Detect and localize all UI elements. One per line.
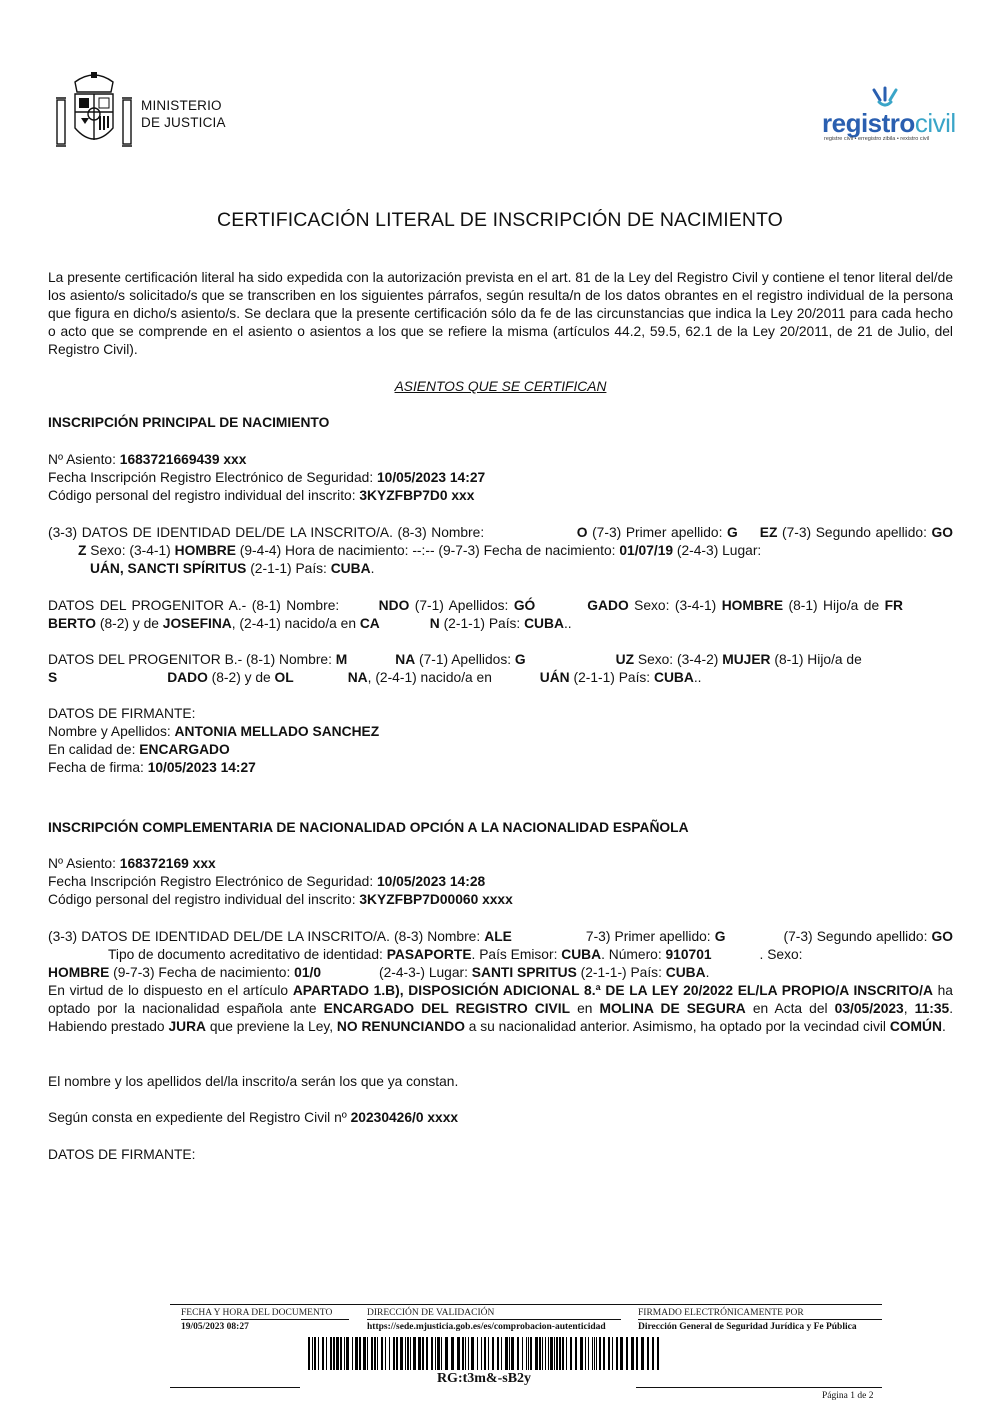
validation-code: RG:t3m&-sB2y — [436, 1371, 532, 1386]
footer-underline-1 — [181, 1319, 349, 1320]
complementaria-heading: INSCRIPCIÓN COMPLEMENTARIA DE NACIONALIDAD OPCIÓN A LA NACIONALIDAD ESPAÑOLA — [48, 820, 689, 835]
footer-signed-label: FIRMADO ELECTRÓNICAMENTE POR — [638, 1308, 804, 1318]
ministry-name — [141, 97, 226, 131]
complementaria-codigo: Código personal del registro individual del inscrito: 3KYZFBP7D00060 xxxx — [48, 892, 513, 907]
ministry-line-2: DE JUSTICIA — [141, 115, 226, 130]
registro-civil-logo — [822, 86, 964, 148]
complementaria-fecha: Fecha Inscripción Registro Electrónico de Seguridad: 10/05/2023 14:28 — [48, 874, 486, 889]
footer-bottom-rule-right — [636, 1387, 882, 1388]
principal-asiento: Nº Asiento: 1683721669439 xxx — [48, 452, 247, 467]
footer-validation-label: DIRECCIÓN DE VALIDACIÓN — [367, 1308, 495, 1318]
complementaria-asiento: Nº Asiento: 168372169 xxx — [48, 856, 216, 871]
footer-bottom-rule-left — [170, 1387, 300, 1388]
principal-progenitor-a: DATOS DEL PROGENITOR A.- (8-1) Nombre: NDO (7-1) Apellidos: GÓ GADO Sexo: (3-4-1) HOMBRE (8-1) Hijo/a de FRBERTO (8-2) y de JOSEFINA, (2-4-1) nacido/a en CA N (2-1-1) País: CUBA.. — [48, 598, 903, 631]
ministry-line-1: MINISTERIO — [141, 98, 222, 113]
principal-fecha: Fecha Inscripción Registro Electrónico de Seguridad: 10/05/2023 14:27 — [48, 470, 486, 485]
principal-firmante-nombre: Nombre y Apellidos: ANTONIA MELLADO SANCHEZ — [48, 724, 380, 739]
complementaria-identidad: (3-3) DATOS DE IDENTIDAD DEL/DE LA INSCRITO/A. (8-3) Nombre: ALE 7-3) Primer apellido: G (7-3) Segundo apellido: GOTipo de documento acreditativo de identidad: PASAPORTE. País Emisor: CUBA. Número: 910701 . Sexo: HOMBRE (9-7-3) Fecha de nacimiento: 01/0 (2-4-3-) Lugar: SANTI SPRITUS (2-1-1-) País: CUBA. — [48, 929, 953, 980]
principal-progenitor-b: DATOS DEL PROGENITOR B.- (8-1) Nombre: M NA (7-1) Apellidos: G UZ Sexo: (3-4-2) MUJER (8-1) Hijo/a de S DADO (8-2) y de OL NA, (2-4-1) nacido/a en UÁN (2-1-1) País: CUBA.. — [48, 652, 862, 685]
page-number: Página 1 de 2 — [822, 1391, 874, 1401]
footer-underline-2 — [367, 1319, 621, 1320]
intro-paragraph: La presente certificación literal ha sido expedida con la autorización prevista en el art. 81 de la Ley del Registro Civil y contiene el tenor literal del/de los asiento/s solicitado/s que se transcriben en los siguientes párrafos, según resulta/n de los datos obrantes en el registro individual de la persona que figura en dicho/s asiento/s. Se declara que la presente certificación sólo da fe de las circunstancias que indica la Ley 20/2011 para cada hecho o acto que se comprende en el asiento o asientos a los que se refiere la misma (artículos 44.2, 59.5, 62.1 de la Ley 20/2011, de 21 de Julio, del Registro Civil). — [48, 270, 953, 357]
principal-identidad: (3-3) DATOS DE IDENTIDAD DEL/DE LA INSCRITO/A. (8-3) Nombre: O (7-3) Primer apellido: G EZ (7-3) Segundo apellido: GOZ Sexo: (3-4-1) HOMBRE (9-4-4) Hora de nacimiento: --:-- (9-7-3) Fecha de nacimiento: 01/07/19 (2-4-3) Lugar: UÁN, SANCTI SPÍRITUS (2-1-1) País: CUBA. — [48, 525, 953, 576]
principal-heading: INSCRIPCIÓN PRINCIPAL DE NACIMIENTO — [48, 415, 330, 430]
coat-of-arms-icon — [55, 70, 133, 152]
principal-firmante-calidad: En calidad de: ENCARGADO — [48, 742, 230, 757]
footer-date-value: 19/05/2023 08:27 — [181, 1322, 249, 1332]
complementaria-nombre-text: El nombre y los apellidos del/la inscrito/a serán los que ya constan. — [48, 1074, 459, 1089]
complementaria-virtud: En virtud de lo dispuesto en el artículo APARTADO 1.B), DISPOSICIÓN ADICIONAL 8.ª DE LA LEY 20/2022 EL/LA PROPIO/A INSCRITO/A ha optado por la nacionalidad española ante ENCARGADO DEL REGISTRO CIVIL en MOLINA DE SEGURA en Acta del 03/05/2023, 11:35. Habiendo prestado JURA que previene la Ley, NO RENUNCIANDO a su nacionalidad anterior. Asimismo, ha optado por la vecindad civil COMÚN. — [48, 983, 954, 1034]
footer-date-label: FECHA Y HORA DEL DOCUMENTO — [181, 1308, 333, 1318]
footer-top-rule — [170, 1304, 882, 1305]
registro-civil-wordmark: registrocivil — [822, 108, 956, 138]
registro-civil-tagline: registre civil • erregistro zibila • rexistro civil — [824, 136, 930, 142]
footer-signed-value: Dirección General de Seguridad Jurídica y Fe Pública — [638, 1322, 857, 1332]
document-title: CERTIFICACIÓN LITERAL DE INSCRIPCIÓN DE NACIMIENTO — [217, 209, 783, 231]
asientos-heading: ASIENTOS QUE SE CERTIFICAN — [394, 379, 607, 394]
footer-validation-url[interactable]: https://sede.mjusticia.gob.es/es/comprobacion-autenticidad — [367, 1322, 606, 1332]
principal-firmante-fecha: Fecha de firma: 10/05/2023 14:27 — [48, 760, 256, 775]
complementaria-expediente: Según consta en expediente del Registro Civil nº 20230426/0 xxxx — [48, 1110, 459, 1125]
principal-codigo: Código personal del registro individual del inscrito: 3KYZFBP7D0 xxx — [48, 488, 475, 503]
footer-underline-3 — [638, 1319, 882, 1320]
registro-civil-people-icon — [868, 86, 902, 110]
complementaria-firmante-heading: DATOS DE FIRMANTE: — [48, 1147, 196, 1162]
principal-firmante-heading: DATOS DE FIRMANTE: — [48, 706, 196, 721]
barcode-icon — [308, 1337, 661, 1370]
